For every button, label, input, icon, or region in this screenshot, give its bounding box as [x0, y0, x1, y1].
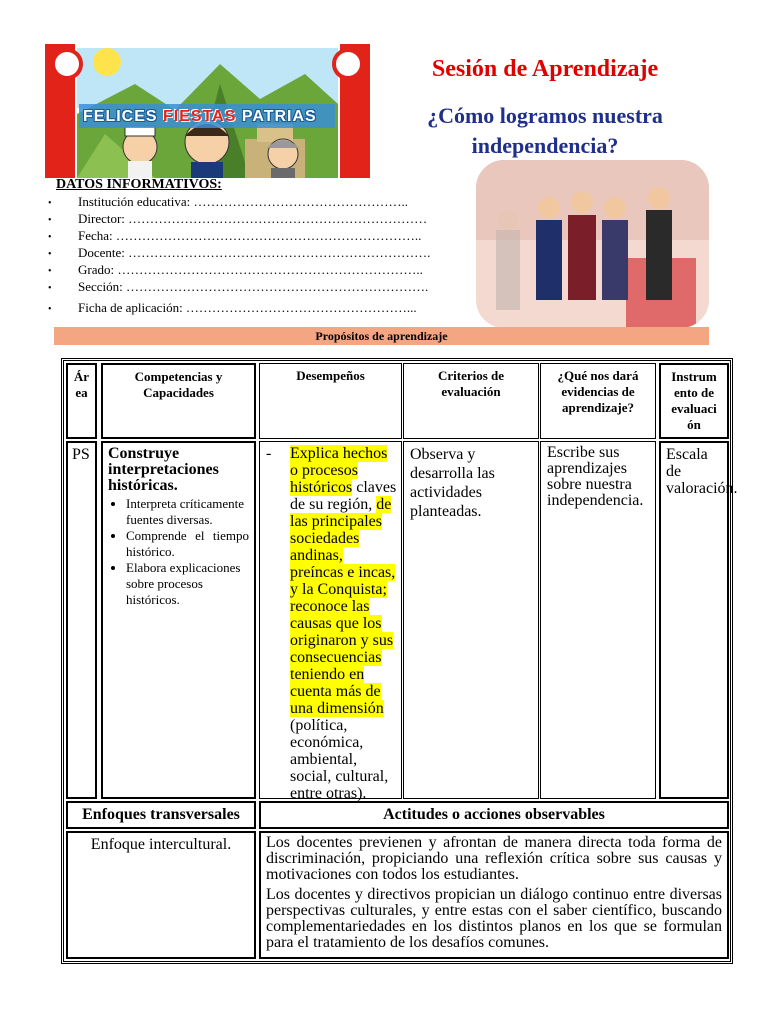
- capacidad-item: • Comprende el tiempo histórico.: [126, 528, 249, 560]
- fiestas-patrias-banner: [45, 44, 370, 178]
- capacidad-item: • Interpreta críticamente fuentes diversas.: [126, 496, 249, 528]
- cell-actitudes: [259, 831, 729, 959]
- desempeno-text: Explica hechos o procesos históricos claves de su región, de las principales sociedades andinas, preíncas e incas, y la Conquista; reconoce las causas que los originaron y sus consecuencias teniendo en cuenta más de una dimensión (política, económica, ambiental, social, cultural, entre otras).: [290, 445, 397, 802]
- header-actitudes: Actitudes o acciones observables: [259, 801, 729, 829]
- cell-evidencias: Escribe sus aprendizajes sobre nuestra independencia.: [540, 441, 656, 799]
- actitud-1: Los docentes previenen y afrontan de manera directa toda forma de discriminación, propiciando una reflexión crítica sobre sus causas y motivaciones con todos los estudiantes.: [266, 834, 722, 883]
- cell-instrumento: Escala de valoración.: [659, 441, 729, 799]
- datos-item-director: • Director: ……………………………………………………………: [48, 211, 428, 226]
- actitud-2: Los docentes y directivos propician un diálogo continuo entre diversas perspectivas culturales, y entre estas con el saber científico, buscando complementariedades en los distintos planos en los que se formulan para el tratamiento de los desafíos comunes.: [266, 886, 722, 951]
- capacidades-list: [108, 496, 249, 608]
- independence-scene: [476, 160, 709, 328]
- datos-item-docente: • Docente: …………………………………………………………….: [48, 245, 431, 260]
- datos-item-institucion: • Institución educativa: …………………………………………..: [48, 194, 409, 209]
- cell-competencias: [101, 441, 256, 799]
- datos-informativos-title: DATOS INFORMATIVOS:: [56, 177, 222, 192]
- competencia-title: Construye interpretaciones históricas.: [108, 445, 219, 494]
- header-enfoques: Enfoques transversales: [66, 801, 256, 829]
- propositos-bar: Propósitos de aprendizaje: [54, 327, 709, 345]
- datos-item-seccion: • Sección: …………………………………………………………….: [48, 279, 429, 294]
- cell-desempenos: [259, 441, 402, 802]
- learning-table: [61, 358, 738, 964]
- capacidad-item: • Elabora explicaciones sobre procesos históricos.: [126, 560, 249, 608]
- header-instrumento: Instrum ento de evaluaci ón: [659, 363, 729, 439]
- banner-text: FELICES FIESTAS PATRIAS: [83, 108, 317, 125]
- datos-item-grado: • Grado: ……………………………………………………………..: [48, 262, 423, 277]
- independence-illustration: [476, 160, 709, 328]
- cell-area: PS: [66, 441, 97, 799]
- header-area: Ár ea: [66, 363, 97, 439]
- header-criterios: Criterios de evaluación: [403, 363, 539, 439]
- datos-item-fecha: • Fecha: ……………………………………………………………..: [48, 228, 422, 243]
- page-title: Sesión de Aprendizaje: [431, 56, 659, 82]
- datos-informativos-list: [48, 193, 430, 316]
- header-evidencias: ¿Qué nos dará evidencias de aprendizaje?: [540, 363, 656, 439]
- header-desempenos: Desempeños: [259, 363, 402, 439]
- page-subtitle: ¿Cómo logramos nuestra independencia?: [427, 103, 663, 158]
- datos-item-ficha: • Ficha de aplicación: ……………………………………………...: [48, 300, 417, 315]
- cell-criterios: Observa y desarrolla las actividades planteadas.: [403, 441, 539, 799]
- header-competencias: Competencias y Capacidades: [101, 363, 256, 439]
- desempeno-dash: -: [266, 445, 272, 462]
- cell-enfoque: Enfoque intercultural.: [66, 831, 256, 959]
